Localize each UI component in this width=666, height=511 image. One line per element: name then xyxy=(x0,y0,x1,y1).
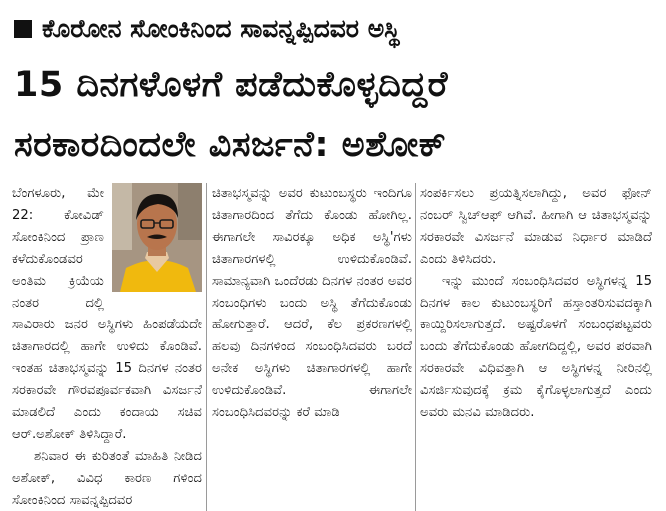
column-1-paragraph-1: ಬೆಂಗಳೂರು, ಮೇ 22: ಕೋವಿಡ್ ಸೋಂಕಿನಿಂದ ಪ್ರಾಣ ಕಳೆದುಕೊಂಡವರ ಅಂತಿಮ ಕ್ರಿಯೆಯ ನಂತರ ದಲ್ಲಿ ಸಾವಿರಾರು ಜನರ ಅಸ್ಥಿಗಳು ಹಿಂಪಡೆಯದೇ ಚಿತಾಗಾರದಲ್ಲಿ ಹಾಗೇ ಉಳಿದು ಕೊಂಡಿವೆ. ಇಂತಹ ಚಿತಾಭಸ್ಮವನ್ನು 15 ದಿನಗಳ ನಂತರ ಸರಕಾರವೇ ಗೌರವಪೂರ್ವಕವಾಗಿ ವಿಸರ್ಜನೆ ಮಾಡಲಿದೆ ಎಂದು ಕಂದಾಯ ಸಚಿವ ಆರ್.ಅಶೋಕ್ ತಿಳಿಸಿದ್ದಾರೆ. xyxy=(12,186,202,442)
headline-line-1: 15 ದಿನಗಳೊಳಗೆ ಪಡೆದುಕೊಳ್ಳದಿದ್ದರೆ xyxy=(14,65,449,105)
article-column-3 xyxy=(420,183,652,511)
column-divider xyxy=(415,183,416,511)
column-divider xyxy=(206,183,207,511)
kicker-text: ಕೊರೋನ ಸೋಂಕಿನಿಂದ ಸಾವನ್ನಪ್ಪಿದವರ ಅಸ್ಥಿ xyxy=(42,14,400,43)
portrait-image xyxy=(112,183,202,292)
column-1-paragraph-2: ಶನಿವಾರ ಈ ಕುರಿತಂತೆ ಮಾಹಿತಿ ನೀಡಿದ ಅಶೋಕ್, ವಿವಿಧ ಕಾರಣ ಗಳಿಂದ ಸೋಂಕಿನಿಂದ ಸಾವನ್ನಪ್ಪಿದವರ xyxy=(12,448,202,508)
square-bullet-icon xyxy=(14,20,32,38)
article-column-1 xyxy=(12,183,202,511)
column-3-paragraph-1: ಸಂಪರ್ಕಿಸಲು ಪ್ರಯತ್ನಿಸಲಾಗಿದ್ದು, ಅವರ ಫೋನ್ ನಂಬರ್ ಸ್ವಿಚ್ಆಫ್ ಆಗಿವೆ. ಹೀಗಾಗಿ ಆ ಚಿತಾಭಸ್ಮವನ್ನು ಸರಕಾರವೇ ವಿಸರ್ಜನೆ ಮಾಡುವ ನಿರ್ಧಾರ ಮಾಡಿದೆ ಎಂದು ತಿಳಿಸಿದರು. xyxy=(420,186,652,267)
column-3-paragraph-2: ಇನ್ನು ಮುಂದೆ ಸಂಬಂಧಿಸಿದವರ ಅಸ್ಥಿಗಳನ್ನ 15 ದಿನಗಳ ಕಾಲ ಕುಟುಂಬಸ್ಥರಿಗೆ ಹಸ್ತಾಂತರಿಸುವದಕ್ಕಾಗಿ ಕಾಯ್ದಿರಿಸಲಾಗುತ್ತದೆ. ಅಷ್ಟರೊಳಗೆ ಸಂಬಂಧಪಟ್ಟವರು ಬಂದು ತೆಗೆದುಕೊಂಡು ಹೋಗದಿದ್ದಲ್ಲಿ, ಅವರ ಪರವಾಗಿ ಸರಕಾರವೇ ವಿಧಿವತ್ತಾಗಿ ಆ ಅಸ್ಥಿಗಳನ್ನ ನೀರಿನಲ್ಲಿ ವಿಸರ್ಜಿಸುವುದಕ್ಕೆ ಕ್ರಮ ಕೈಗೊಳ್ಳಲಾಗುತ್ತದೆ ಎಂದು ಅವರು ಮನವಿ ಮಾಡಿದರು. xyxy=(420,273,652,421)
kicker-line xyxy=(14,10,654,48)
headline-line-2: ಸರಕಾರದಿಂದಲೇ ವಿಸರ್ಜನೆ: ಅಶೋಕ್ xyxy=(14,125,447,165)
article-column-2 xyxy=(212,183,412,511)
minister-photo xyxy=(112,183,202,292)
column-2-paragraph-1: ಚಿತಾಭಸ್ಮವನ್ನು ಅವರ ಕುಟುಂಬಸ್ಥರು ಇಂದಿಗೂ ಚಿತಾಗಾರದಿಂದ ತೆಗೆದು ಕೊಂಡು ಹೋಗಿಲ್ಲ. ಈಗಾಗಲೇ ಸಾವಿರಕ್ಕೂ ಅಧಿಕ ಅಸ್ಥಿ'ಗಳು ಚಿತಾಗಾರಗಳಲ್ಲಿ ಉಳಿದುಕೊಂಡಿವೆ. ಸಾಮಾನ್ಯವಾಗಿ ಒಂದೆರಡು ದಿನಗಳ ನಂತರ ಅವರ ಸಂಬಂಧಿಗಳು ಬಂದು ಅಸ್ಥಿ ತೆಗೆದುಕೊಂಡು ಹೋಗುತ್ತಾರೆ. ಆದರೆ, ಕೆಲ ಪ್ರಕರಣಗಳಲ್ಲಿ ಹಲವು ದಿನಗಳಿಂದ ಸಂಬಂಧಿಸಿದವರು ಬರದೆ ಅನೇಕ ಅಸ್ಥಿಗಳು ಚಿತಾಗಾರಗಳಲ್ಲಿ ಹಾಗೇ ಉಳಿದುಕೊಂಡಿವೆ. ಈಗಾಗಲೇ ಸಂಬಂಧಿಸಿದವರನ್ನು ಕರೆ ಮಾಡಿ xyxy=(212,186,412,421)
